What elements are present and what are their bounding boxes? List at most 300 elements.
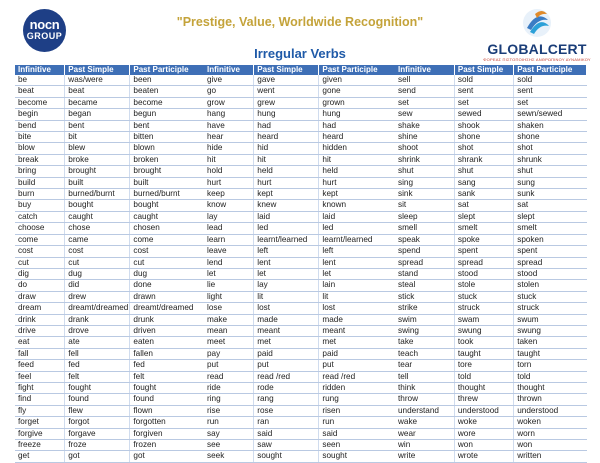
table-row — [15, 200, 207, 211]
table-row — [395, 189, 587, 200]
table-row — [204, 405, 396, 416]
past-participle-cell: eaten — [130, 337, 207, 348]
past-simple-cell: made — [254, 314, 319, 325]
past-simple-cell: blew — [65, 143, 130, 154]
infinitive-cell: meet — [204, 337, 254, 348]
past-simple-cell: had — [254, 120, 319, 131]
table-header-row — [204, 65, 396, 75]
past-participle-cell: chosen — [130, 223, 207, 234]
past-participle-cell: felt — [130, 371, 207, 382]
table-row — [395, 166, 587, 177]
infinitive-cell: teach — [395, 348, 454, 359]
table-row — [204, 337, 396, 348]
past-simple-cell: shut — [454, 166, 513, 177]
table-row — [395, 234, 587, 245]
past-participle-cell: fed — [130, 360, 207, 371]
past-simple-cell: tore — [454, 360, 513, 371]
table-row — [204, 291, 396, 302]
past-simple-cell: spread — [454, 257, 513, 268]
past-simple-cell: became — [65, 97, 130, 108]
table-row — [204, 246, 396, 257]
table-row — [395, 246, 587, 257]
past-simple-cell: shrank — [454, 154, 513, 165]
infinitive-cell: lose — [204, 303, 254, 314]
past-simple-header: Past Simple — [65, 65, 130, 75]
past-participle-cell: thought — [514, 382, 587, 393]
past-participle-header: Past Participle — [514, 65, 587, 75]
past-participle-cell: spread — [514, 257, 587, 268]
table-header-row — [15, 65, 207, 75]
infinitive-cell: keep — [204, 189, 254, 200]
past-simple-cell: forgave — [65, 428, 130, 439]
table-row — [15, 86, 207, 97]
past-simple-cell: beat — [65, 86, 130, 97]
past-participle-cell: lent — [319, 257, 396, 268]
past-simple-cell: heard — [254, 132, 319, 143]
past-simple-cell: froze — [65, 440, 130, 451]
infinitive-cell: swim — [395, 314, 454, 325]
table-row — [204, 211, 396, 222]
infinitive-cell: hear — [204, 132, 254, 143]
past-simple-cell: lent — [254, 257, 319, 268]
table-row — [204, 234, 396, 245]
infinitive-header: Infinitive — [395, 65, 454, 75]
infinitive-cell: put — [204, 360, 254, 371]
infinitive-cell: come — [15, 234, 65, 245]
table-row — [204, 177, 396, 188]
infinitive-cell: fall — [15, 348, 65, 359]
table-row — [204, 371, 396, 382]
past-participle-cell: seen — [319, 440, 396, 451]
infinitive-cell: say — [204, 428, 254, 439]
past-participle-cell: told — [514, 371, 587, 382]
past-simple-cell: put — [254, 360, 319, 371]
past-simple-cell: drove — [65, 325, 130, 336]
past-simple-cell: dug — [65, 268, 130, 279]
past-participle-cell: had — [319, 120, 396, 131]
infinitive-cell: forget — [15, 417, 65, 428]
past-simple-cell: fed — [65, 360, 130, 371]
past-simple-cell: lost — [254, 303, 319, 314]
past-participle-cell: slept — [514, 211, 587, 222]
past-simple-cell: fell — [65, 348, 130, 359]
past-simple-cell: caught — [65, 211, 130, 222]
past-participle-cell: lit — [319, 291, 396, 302]
past-participle-cell: fought — [130, 382, 207, 393]
infinitive-header: Infinitive — [204, 65, 254, 75]
infinitive-cell: tell — [395, 371, 454, 382]
past-simple-cell: did — [65, 280, 130, 291]
past-participle-cell: read /red — [319, 371, 396, 382]
infinitive-cell: grow — [204, 97, 254, 108]
globalcert-subtitle: ΦΟΡΕΑΣ ΠΙΣΤΟΠΟΙΗΣΗΣ ΑΝΘΡΩΠΙΝΟΥ ΔΥΝΑΜΙΚΟΥ — [483, 57, 591, 62]
past-participle-cell: taught — [514, 348, 587, 359]
table-row — [15, 223, 207, 234]
past-simple-cell: told — [454, 371, 513, 382]
table-row — [15, 189, 207, 200]
past-simple-cell: bent — [65, 120, 130, 131]
irregular-verbs-table — [204, 65, 396, 463]
past-simple-cell: kept — [254, 189, 319, 200]
infinitive-cell: hide — [204, 143, 254, 154]
infinitive-cell: eat — [15, 337, 65, 348]
past-participle-cell: hit — [319, 154, 396, 165]
past-simple-cell: went — [254, 86, 319, 97]
table-row — [15, 440, 207, 451]
infinitive-cell: break — [15, 154, 65, 165]
past-simple-cell: shone — [454, 132, 513, 143]
past-participle-cell: gone — [319, 86, 396, 97]
infinitive-cell: hurt — [204, 177, 254, 188]
past-participle-cell: sold — [514, 75, 587, 86]
infinitive-cell: drive — [15, 325, 65, 336]
past-participle-cell: rung — [319, 394, 396, 405]
past-simple-cell: hung — [254, 109, 319, 120]
infinitive-cell: make — [204, 314, 254, 325]
table-row — [15, 428, 207, 439]
infinitive-cell: strike — [395, 303, 454, 314]
table-row — [204, 325, 396, 336]
table-row — [395, 257, 587, 268]
past-simple-cell: sang — [454, 177, 513, 188]
infinitive-cell: sink — [395, 189, 454, 200]
table-row — [395, 451, 587, 462]
past-simple-cell: wrote — [454, 451, 513, 462]
infinitive-cell: shine — [395, 132, 454, 143]
infinitive-cell: shoot — [395, 143, 454, 154]
past-simple-cell: found — [65, 394, 130, 405]
infinitive-cell: begin — [15, 109, 65, 120]
infinitive-cell: find — [15, 394, 65, 405]
infinitive-cell: sit — [395, 200, 454, 211]
table-header-row — [395, 65, 587, 75]
past-participle-cell: ridden — [319, 382, 396, 393]
irregular-verbs-table — [395, 65, 587, 463]
table-row — [204, 303, 396, 314]
infinitive-cell: mean — [204, 325, 254, 336]
past-participle-cell: shot — [514, 143, 587, 154]
past-simple-cell: dreamt/dreamed — [65, 303, 130, 314]
infinitive-cell: draw — [15, 291, 65, 302]
table-row — [395, 440, 587, 451]
table-row — [204, 428, 396, 439]
infinitive-cell: win — [395, 440, 454, 451]
table-row — [395, 109, 587, 120]
past-simple-cell: built — [65, 177, 130, 188]
table-row — [204, 154, 396, 165]
past-simple-cell: drank — [65, 314, 130, 325]
infinitive-cell: spread — [395, 257, 454, 268]
past-simple-cell: drew — [65, 291, 130, 302]
table-row — [395, 75, 587, 86]
infinitive-cell: fly — [15, 405, 65, 416]
table-row — [15, 75, 207, 86]
globalcert-emblem-icon — [522, 6, 552, 40]
past-participle-cell: torn — [514, 360, 587, 371]
past-participle-cell: heard — [319, 132, 396, 143]
past-participle-cell: struck — [514, 303, 587, 314]
past-participle-cell: shone — [514, 132, 587, 143]
table-row — [15, 382, 207, 393]
infinitive-cell: cut — [15, 257, 65, 268]
infinitive-cell: take — [395, 337, 454, 348]
past-simple-cell: began — [65, 109, 130, 120]
table-row — [204, 451, 396, 462]
past-simple-cell: sent — [454, 86, 513, 97]
past-participle-cell: written — [514, 451, 587, 462]
infinitive-cell: shut — [395, 166, 454, 177]
table-row — [204, 257, 396, 268]
infinitive-cell: dig — [15, 268, 65, 279]
past-simple-cell: sewed — [454, 109, 513, 120]
past-participle-cell: flown — [130, 405, 207, 416]
table-row — [395, 154, 587, 165]
table-row — [395, 280, 587, 291]
table-row — [204, 143, 396, 154]
infinitive-cell: burn — [15, 189, 65, 200]
past-simple-header: Past Simple — [454, 65, 513, 75]
past-simple-cell: saw — [254, 440, 319, 451]
past-participle-cell: paid — [319, 348, 396, 359]
past-simple-cell: sat — [454, 200, 513, 211]
table-row — [395, 360, 587, 371]
past-simple-cell: rose — [254, 405, 319, 416]
past-participle-cell: cost — [130, 246, 207, 257]
table-row — [395, 417, 587, 428]
past-participle-cell: stood — [514, 268, 587, 279]
table-row — [395, 200, 587, 211]
past-participle-cell: begun — [130, 109, 207, 120]
infinitive-cell: fight — [15, 382, 65, 393]
infinitive-cell: write — [395, 451, 454, 462]
table-row — [395, 120, 587, 131]
infinitive-cell: drink — [15, 314, 65, 325]
table-row — [204, 440, 396, 451]
nocn-logo-group-text: GROUP — [26, 31, 63, 41]
past-participle-cell: become — [130, 97, 207, 108]
past-participle-cell: held — [319, 166, 396, 177]
infinitive-cell: shake — [395, 120, 454, 131]
past-simple-cell: broke — [65, 154, 130, 165]
table-row — [15, 337, 207, 348]
infinitive-cell: forgive — [15, 428, 65, 439]
table-row — [204, 348, 396, 359]
past-simple-cell: stood — [454, 268, 513, 279]
past-participle-cell: forgotten — [130, 417, 207, 428]
past-participle-cell: said — [319, 428, 396, 439]
past-simple-cell: let — [254, 268, 319, 279]
past-participle-cell: met — [319, 337, 396, 348]
past-participle-cell: frozen — [130, 440, 207, 451]
nocn-group-logo — [23, 9, 66, 52]
past-participle-cell: sent — [514, 86, 587, 97]
past-participle-cell: drawn — [130, 291, 207, 302]
past-simple-cell: spent — [454, 246, 513, 257]
past-participle-cell: let — [319, 268, 396, 279]
past-simple-cell: won — [454, 440, 513, 451]
infinitive-cell: lead — [204, 223, 254, 234]
infinitive-cell: light — [204, 291, 254, 302]
past-simple-cell: took — [454, 337, 513, 348]
infinitive-cell: know — [204, 200, 254, 211]
past-simple-cell: fought — [65, 382, 130, 393]
past-simple-cell: said — [254, 428, 319, 439]
past-participle-cell: swung — [514, 325, 587, 336]
past-simple-cell: left — [254, 246, 319, 257]
past-participle-cell: found — [130, 394, 207, 405]
past-simple-cell: sank — [454, 189, 513, 200]
past-simple-cell: slept — [454, 211, 513, 222]
table-row — [15, 154, 207, 165]
infinitive-cell: stick — [395, 291, 454, 302]
past-simple-cell: felt — [65, 371, 130, 382]
infinitive-cell: rise — [204, 405, 254, 416]
infinitive-cell: buy — [15, 200, 65, 211]
infinitive-cell: choose — [15, 223, 65, 234]
infinitive-cell: do — [15, 280, 65, 291]
table-row — [15, 143, 207, 154]
past-participle-cell: lain — [319, 280, 396, 291]
infinitive-cell: let — [204, 268, 254, 279]
past-simple-cell: met — [254, 337, 319, 348]
past-simple-cell: taught — [454, 348, 513, 359]
infinitive-cell: become — [15, 97, 65, 108]
past-participle-cell: hung — [319, 109, 396, 120]
past-participle-cell: known — [319, 200, 396, 211]
infinitive-cell: lend — [204, 257, 254, 268]
past-participle-cell: smelt — [514, 223, 587, 234]
past-participle-cell: drunk — [130, 314, 207, 325]
table-row — [395, 325, 587, 336]
table-row — [204, 189, 396, 200]
nocn-logo-text: nocn — [29, 17, 60, 32]
infinitive-cell: feed — [15, 360, 65, 371]
past-simple-cell: learnt/learned — [254, 234, 319, 245]
past-simple-cell: hid — [254, 143, 319, 154]
past-simple-cell: ran — [254, 417, 319, 428]
past-participle-cell: been — [130, 75, 207, 86]
past-participle-cell: bent — [130, 120, 207, 131]
infinitive-cell: wake — [395, 417, 454, 428]
past-simple-cell: swung — [454, 325, 513, 336]
past-simple-cell: forgot — [65, 417, 130, 428]
table-row — [15, 166, 207, 177]
past-participle-cell: dug — [130, 268, 207, 279]
past-simple-cell: ate — [65, 337, 130, 348]
past-participle-cell: won — [514, 440, 587, 451]
infinitive-cell: hit — [204, 154, 254, 165]
page-title: Irregular Verbs — [254, 46, 346, 61]
past-participle-cell: left — [319, 246, 396, 257]
past-simple-cell: brought — [65, 166, 130, 177]
past-simple-cell: gave — [254, 75, 319, 86]
past-participle-cell: cut — [130, 257, 207, 268]
past-participle-cell: caught — [130, 211, 207, 222]
past-simple-cell: understood — [454, 405, 513, 416]
infinitive-cell: sew — [395, 109, 454, 120]
infinitive-cell: smell — [395, 223, 454, 234]
past-simple-cell: threw — [454, 394, 513, 405]
past-participle-cell: worn — [514, 428, 587, 439]
past-simple-cell: shook — [454, 120, 513, 131]
past-simple-cell: struck — [454, 303, 513, 314]
infinitive-cell: leave — [204, 246, 254, 257]
table-row — [15, 394, 207, 405]
table-row — [204, 109, 396, 120]
irregular-verbs-table — [15, 65, 207, 463]
table-row — [395, 405, 587, 416]
past-simple-cell: read /red — [254, 371, 319, 382]
past-simple-cell: rang — [254, 394, 319, 405]
table-row — [15, 348, 207, 359]
table-row — [15, 325, 207, 336]
past-participle-cell: come — [130, 234, 207, 245]
past-participle-cell: stuck — [514, 291, 587, 302]
infinitive-cell: beat — [15, 86, 65, 97]
past-participle-cell: meant — [319, 325, 396, 336]
past-participle-cell: spent — [514, 246, 587, 257]
infinitive-cell: stand — [395, 268, 454, 279]
verb-table-column-2 — [204, 65, 396, 463]
table-row — [395, 348, 587, 359]
past-participle-cell: sunk — [514, 189, 587, 200]
table-row — [15, 132, 207, 143]
table-row — [395, 143, 587, 154]
infinitive-cell: set — [395, 97, 454, 108]
infinitive-cell: throw — [395, 394, 454, 405]
table-row — [204, 314, 396, 325]
past-simple-cell: bit — [65, 132, 130, 143]
past-simple-cell: set — [454, 97, 513, 108]
infinitive-cell: be — [15, 75, 65, 86]
table-row — [395, 268, 587, 279]
past-simple-cell: came — [65, 234, 130, 245]
infinitive-cell: feel — [15, 371, 65, 382]
past-simple-cell: rode — [254, 382, 319, 393]
past-simple-cell: wore — [454, 428, 513, 439]
infinitive-cell: build — [15, 177, 65, 188]
past-participle-header: Past Participle — [319, 65, 396, 75]
past-participle-cell: beaten — [130, 86, 207, 97]
past-participle-cell: thrown — [514, 394, 587, 405]
past-simple-cell: cut — [65, 257, 130, 268]
table-row — [204, 417, 396, 428]
infinitive-cell: lie — [204, 280, 254, 291]
past-participle-cell: dreamt/dreamed — [130, 303, 207, 314]
table-row — [204, 120, 396, 131]
table-row — [395, 223, 587, 234]
past-participle-cell: driven — [130, 325, 207, 336]
infinitive-cell: go — [204, 86, 254, 97]
past-participle-cell: forgiven — [130, 428, 207, 439]
past-participle-cell: learnt/learned — [319, 234, 396, 245]
past-simple-cell: hurt — [254, 177, 319, 188]
infinitive-cell: wear — [395, 428, 454, 439]
table-row — [395, 428, 587, 439]
past-participle-cell: laid — [319, 211, 396, 222]
past-participle-cell: swum — [514, 314, 587, 325]
past-participle-cell: set — [514, 97, 587, 108]
table-row — [15, 177, 207, 188]
table-row — [395, 97, 587, 108]
globalcert-logo — [478, 6, 596, 62]
past-participle-cell: done — [130, 280, 207, 291]
past-simple-cell: got — [65, 451, 130, 462]
table-row — [204, 280, 396, 291]
infinitive-cell: freeze — [15, 440, 65, 451]
past-participle-cell: run — [319, 417, 396, 428]
past-simple-cell: stuck — [454, 291, 513, 302]
